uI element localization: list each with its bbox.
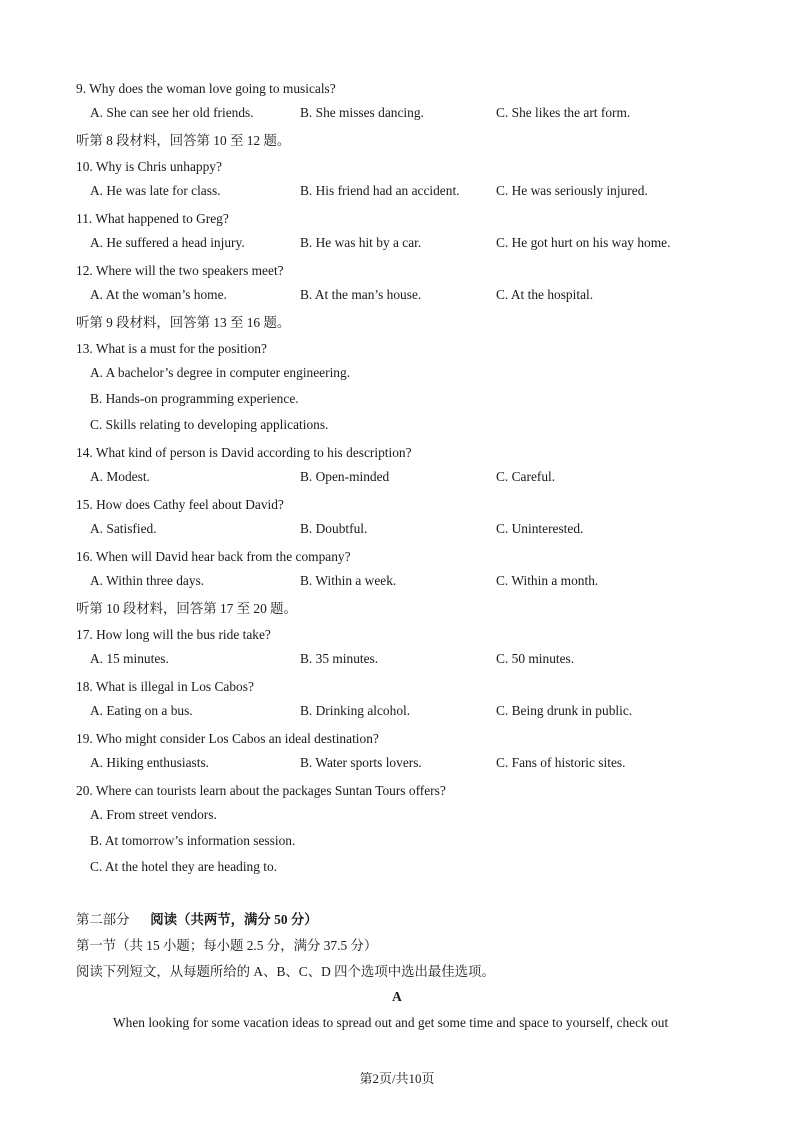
q9-option-a: A. She can see her old friends. bbox=[90, 105, 254, 120]
q15-option-a: A. Satisfied. bbox=[90, 521, 157, 536]
q12-option-c: C. At the hospital. bbox=[496, 287, 594, 302]
q19-option-c: C. Fans of historic sites. bbox=[496, 755, 626, 770]
q11-option-c: C. He got hurt on his way home. bbox=[496, 235, 671, 250]
passage-label: A bbox=[392, 989, 402, 1004]
question-19: 19. Who might consider Los Cabos an ideal destination? bbox=[76, 731, 379, 746]
question-13: 13. What is a must for the position? bbox=[76, 341, 267, 356]
q9-option-b: B. She misses dancing. bbox=[300, 105, 424, 120]
part-2-label: 第二部分 bbox=[76, 912, 130, 927]
part-2-title: 阅读（共两节，满分 50 分） bbox=[150, 912, 318, 927]
question-14: 14. What kind of person is David according to his description? bbox=[76, 445, 412, 460]
q9-option-c: C. She likes the art form. bbox=[496, 105, 631, 120]
q18-option-c: C. Being drunk in public. bbox=[496, 703, 633, 718]
q18-option-a: A. Eating on a bus. bbox=[90, 703, 193, 718]
question-12: 12. Where will the two speakers meet? bbox=[76, 263, 284, 278]
question-20: 20. Where can tourists learn about the packages Suntan Tours offers? bbox=[76, 783, 446, 798]
section-9-instruction: 听第 9 段材料，回答第 13 至 16 题。 bbox=[76, 315, 291, 330]
q10-option-b: B. His friend had an accident. bbox=[300, 183, 460, 198]
q13-option-c: C. Skills relating to developing applications. bbox=[90, 417, 329, 432]
q20-option-c: C. At the hotel they are heading to. bbox=[90, 859, 278, 874]
q20-option-b: B. At tomorrow’s information session. bbox=[90, 833, 296, 848]
question-9: 9. Why does the woman love going to musicals? bbox=[76, 81, 336, 96]
question-10: 10. Why is Chris unhappy? bbox=[76, 159, 222, 174]
q16-option-c: C. Within a month. bbox=[496, 573, 599, 588]
q18-option-b: B. Drinking alcohol. bbox=[300, 703, 411, 718]
question-17: 17. How long will the bus ride take? bbox=[76, 627, 271, 642]
q11-option-a: A. He suffered a head injury. bbox=[90, 235, 245, 250]
q20-option-a: A. From street vendors. bbox=[90, 807, 217, 822]
q17-option-c: C. 50 minutes. bbox=[496, 651, 575, 666]
section-8-instruction: 听第 8 段材料，回答第 10 至 12 题。 bbox=[76, 133, 291, 148]
q19-option-a: A. Hiking enthusiasts. bbox=[90, 755, 210, 770]
q16-option-a: A. Within three days. bbox=[90, 573, 205, 588]
question-11: 11. What happened to Greg? bbox=[76, 211, 229, 226]
q19-option-b: B. Water sports lovers. bbox=[300, 755, 422, 770]
q15-option-b: B. Doubtful. bbox=[300, 521, 368, 536]
q14-option-a: A. Modest. bbox=[90, 469, 150, 484]
question-15: 15. How does Cathy feel about David? bbox=[76, 497, 284, 512]
question-16: 16. When will David hear back from the company? bbox=[76, 549, 351, 564]
page-number: 第2页/共10页 bbox=[359, 1071, 435, 1086]
passage-first-line: When looking for some vacation ideas to spread out and get some time and space to yourself, check out bbox=[113, 1015, 669, 1030]
q12-option-a: A. At the woman’s home. bbox=[90, 287, 227, 302]
section-1-subtitle: 第一节（共 15 小题；每小题 2.5 分，满分 37.5 分） bbox=[76, 938, 378, 953]
section-10-instruction: 听第 10 段材料，回答第 17 至 20 题。 bbox=[76, 601, 297, 616]
q17-option-a: A. 15 minutes. bbox=[90, 651, 169, 666]
q15-option-c: C. Uninterested. bbox=[496, 521, 584, 536]
q13-option-a: A. A bachelor’s degree in computer engineering. bbox=[90, 365, 351, 380]
question-18: 18. What is illegal in Los Cabos? bbox=[76, 679, 254, 694]
q13-option-b: B. Hands-on programming experience. bbox=[90, 391, 299, 406]
q10-option-c: C. He was seriously injured. bbox=[496, 183, 648, 198]
q11-option-b: B. He was hit by a car. bbox=[300, 235, 422, 250]
q14-option-b: B. Open-minded bbox=[300, 469, 390, 484]
q14-option-c: C. Careful. bbox=[496, 469, 556, 484]
q12-option-b: B. At the man’s house. bbox=[300, 287, 422, 302]
reading-instruction: 阅读下列短文，从每题所给的 A、B、C、D 四个选项中选出最佳选项。 bbox=[76, 964, 495, 979]
part-2-heading bbox=[76, 910, 734, 930]
q17-option-b: B. 35 minutes. bbox=[300, 651, 379, 666]
q10-option-a: A. He was late for class. bbox=[90, 183, 221, 198]
q16-option-b: B. Within a week. bbox=[300, 573, 397, 588]
